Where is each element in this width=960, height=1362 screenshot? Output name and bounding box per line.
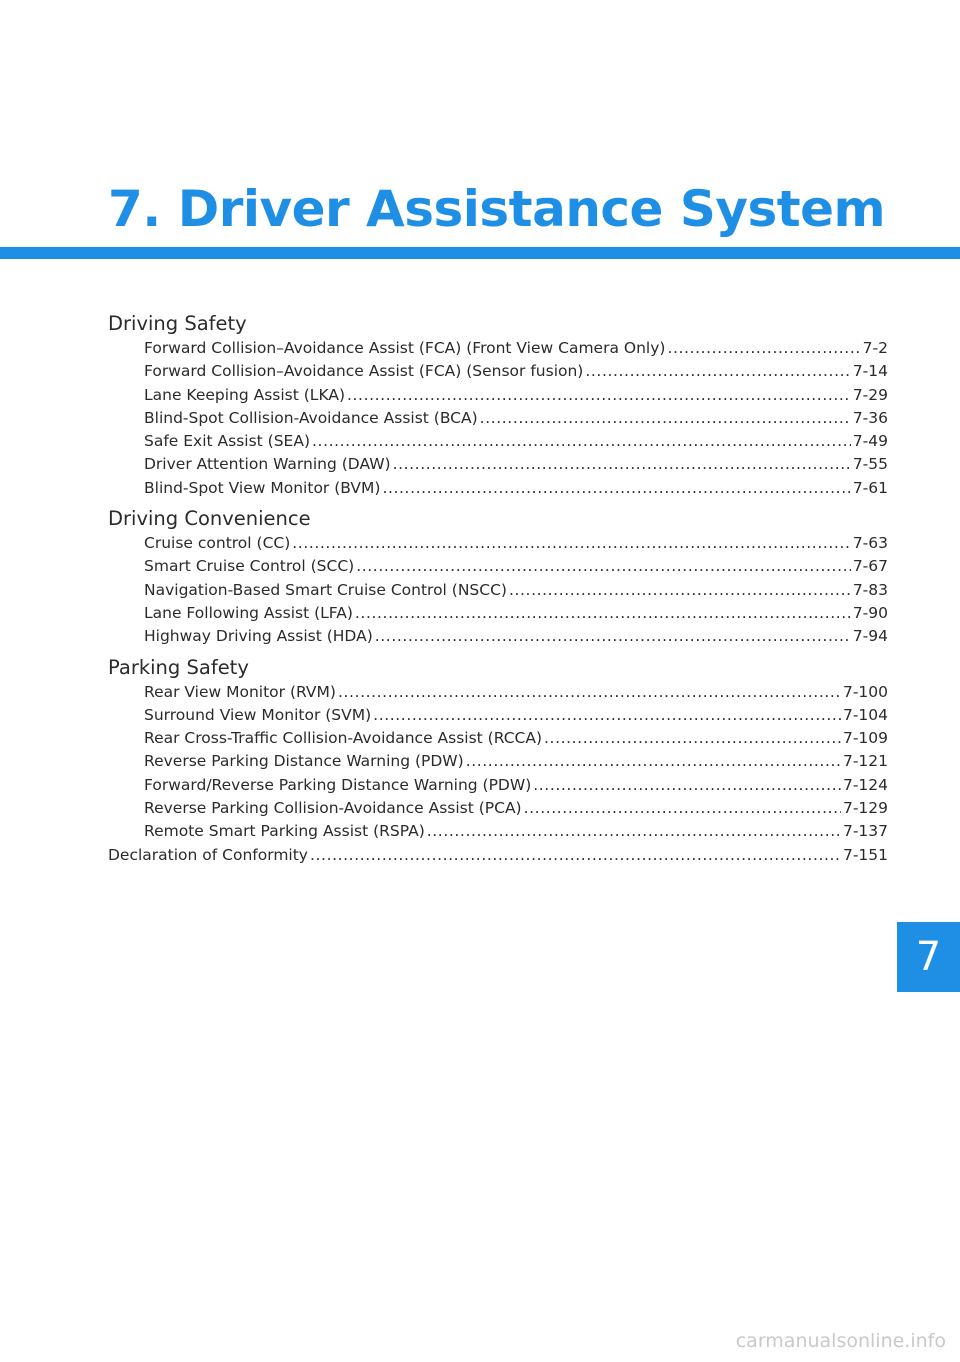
toc-entry[interactable] xyxy=(108,453,888,476)
chapter-title: 7. Driver Assistance System xyxy=(108,180,886,238)
toc-entry-title: Blind-Spot Collision-Avoidance Assist (BCA) xyxy=(144,408,478,427)
toc-section-heading: Driving Safety xyxy=(108,312,247,335)
toc-section-heading: Parking Safety xyxy=(108,655,249,679)
toc-entry[interactable] xyxy=(108,704,888,727)
toc-entry-title: Reverse Parking Distance Warning (PDW) xyxy=(144,752,464,771)
toc-entry[interactable] xyxy=(108,750,888,773)
toc-entry-page: 7-151 xyxy=(842,845,888,864)
toc-entry-page: 7-29 xyxy=(852,385,888,404)
dot-leader xyxy=(375,625,851,648)
toc-entry-title: Smart Cruise Control (SCC) xyxy=(144,557,355,576)
toc-section-driving-safety xyxy=(108,311,888,500)
dot-leader xyxy=(393,453,851,476)
toc-entry[interactable] xyxy=(108,820,888,843)
toc-entry-title: Lane Keeping Assist (LKA) xyxy=(144,385,345,404)
dot-leader xyxy=(480,407,851,430)
toc-entry-title: Rear View Monitor (RVM) xyxy=(144,682,336,701)
chapter-tab[interactable] xyxy=(897,922,960,992)
toc-entry-title: Safe Exit Assist (SEA) xyxy=(144,432,311,451)
dot-leader xyxy=(667,337,860,360)
toc-entry-page: 7-121 xyxy=(842,752,888,771)
dot-leader xyxy=(466,750,841,773)
toc-entry[interactable] xyxy=(108,625,888,648)
dot-leader xyxy=(544,727,841,750)
toc-entry-page: 7-129 xyxy=(842,799,888,818)
toc-entry[interactable] xyxy=(108,555,888,578)
toc-entry-page: 7-61 xyxy=(852,478,888,497)
toc-entry[interactable] xyxy=(108,727,888,750)
dot-leader xyxy=(509,579,851,602)
toc-entry-title: Remote Smart Parking Assist (RSPA) xyxy=(144,822,425,841)
toc-entry-page: 7-100 xyxy=(842,682,888,701)
toc-entry-page: 7-90 xyxy=(852,603,888,622)
dot-leader xyxy=(356,555,851,578)
toc-entry[interactable] xyxy=(108,337,888,360)
dot-leader xyxy=(292,532,851,555)
toc-entry-title: Driver Attention Warning (DAW) xyxy=(144,455,391,474)
toc-entry-page: 7-137 xyxy=(842,822,888,841)
toc-entry-title: Navigation-Based Smart Cruise Control (NSCC) xyxy=(144,580,507,599)
toc-entry-page: 7-36 xyxy=(852,408,888,427)
toc-section-parking-safety xyxy=(108,655,888,844)
toc-entry-page: 7-67 xyxy=(852,557,888,576)
toc-entry[interactable] xyxy=(108,681,888,704)
dot-leader xyxy=(310,844,841,867)
toc-section-driving-convenience xyxy=(108,506,888,648)
toc-entry-title: Reverse Parking Collision-Avoidance Assist (PCA) xyxy=(144,799,522,818)
dot-leader xyxy=(373,704,841,727)
dot-leader xyxy=(585,360,850,383)
dot-leader xyxy=(533,774,841,797)
toc-entry[interactable] xyxy=(108,477,888,500)
toc-entry[interactable] xyxy=(108,774,888,797)
toc-section-heading: Driving Convenience xyxy=(108,507,311,531)
dot-leader xyxy=(427,820,841,843)
toc-entry-page: 7-83 xyxy=(852,580,888,599)
toc-entry-page: 7-63 xyxy=(852,534,888,553)
toc-entry[interactable] xyxy=(108,430,888,453)
toc-entry-title: Declaration of Conformity xyxy=(108,845,308,864)
toc-entry-page: 7-124 xyxy=(842,775,888,794)
toc-entry-page: 7-104 xyxy=(842,705,888,724)
toc-entry[interactable] xyxy=(108,384,888,407)
toc-entry-title: Rear Cross-Traffic Collision-Avoidance Assist (RCCA) xyxy=(144,729,543,748)
toc-entry[interactable] xyxy=(108,602,888,625)
toc-entry[interactable] xyxy=(108,532,888,555)
toc-entry-title: Blind-Spot View Monitor (BVM) xyxy=(144,478,381,497)
toc-entry-page: 7-55 xyxy=(852,455,888,474)
toc-entry-title: Surround View Monitor (SVM) xyxy=(144,705,372,724)
toc-entry-page: 7-49 xyxy=(852,432,888,451)
toc-entry[interactable] xyxy=(108,407,888,430)
toc-entry-page: 7-14 xyxy=(852,362,888,381)
toc-entry[interactable] xyxy=(108,360,888,383)
chapter-tab-number: 7 xyxy=(915,934,942,980)
dot-leader xyxy=(524,797,841,820)
watermark: carmanualsonline.info xyxy=(735,1330,946,1352)
toc-entry-title: Highway Driving Assist (HDA) xyxy=(144,627,373,646)
dot-leader xyxy=(347,384,851,407)
toc-entry-title: Forward Collision–Avoidance Assist (FCA) (Sensor fusion) xyxy=(144,362,584,381)
table-of-contents xyxy=(108,311,888,867)
dot-leader xyxy=(338,681,841,704)
toc-entry-page: 7-109 xyxy=(842,729,888,748)
toc-entry-title: Lane Following Assist (LFA) xyxy=(144,603,353,622)
toc-entry-title: Forward/Reverse Parking Distance Warning (PDW) xyxy=(144,775,532,794)
dot-leader xyxy=(312,430,851,453)
toc-entry[interactable] xyxy=(108,797,888,820)
toc-entry-title: Cruise control (CC) xyxy=(144,534,291,553)
toc-entry[interactable] xyxy=(108,579,888,602)
toc-entry-page: 7-2 xyxy=(862,339,888,357)
title-underline-rule xyxy=(0,247,960,259)
toc-entry-page: 7-94 xyxy=(852,627,888,646)
toc-entry-declaration-of-conformity[interactable] xyxy=(108,844,888,867)
dot-leader xyxy=(382,477,850,500)
toc-entry-title: Forward Collision–Avoidance Assist (FCA) (Front View Camera Only) xyxy=(144,339,666,357)
dot-leader xyxy=(355,602,851,625)
